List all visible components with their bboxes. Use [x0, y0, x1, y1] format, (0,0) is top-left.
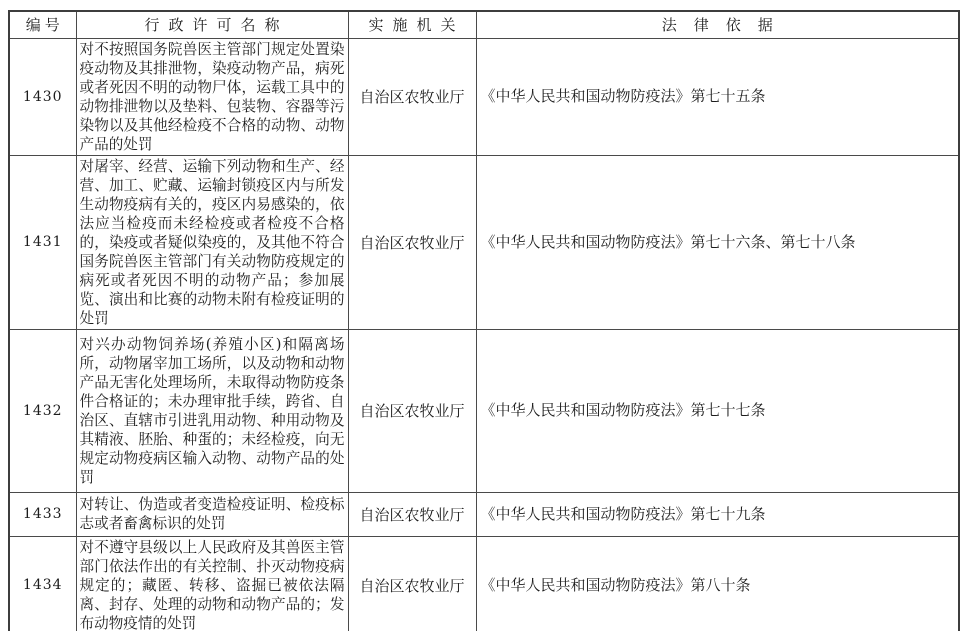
cell-agency: 自治区农牧业厅	[348, 155, 476, 329]
cell-name: 对兴办动物饲养场(养殖小区)和隔离场所，动物屠宰加工场所，以及动物和动物产品无害化处理场所，未取得动物防疫条件合格证的；未办理审批手续，跨省、自治区、直辖市引进乳用动物、种用动物及其精液、胚胎、种蛋的；未经检疫，向无规定动物疫病区输入动物、动物产品的处罚	[76, 329, 348, 492]
table-row	[9, 329, 959, 492]
cell-id: 1430	[9, 38, 76, 155]
cell-name: 对不遵守县级以上人民政府及其兽医主管部门依法作出的有关控制、扑灭动物疫病规定的；藏匿、转移、盗掘已被依法隔离、封存、处理的动物和动物产品的；发布动物疫情的处罚	[76, 536, 348, 631]
table-row	[9, 536, 959, 631]
cell-legal: 《中华人民共和国动物防疫法》第七十九条	[476, 492, 959, 536]
administrative-permits-table	[8, 10, 960, 631]
cell-name: 对转让、伪造或者变造检疫证明、检疫标志或者畜禽标识的处罚	[76, 492, 348, 536]
cell-id: 1432	[9, 329, 76, 492]
cell-name: 对屠宰、经营、运输下列动物和生产、经营、加工、贮藏、运输封锁疫区内与所发生动物疫病有关的，疫区内易感染的，依法应当检疫而未经检疫或者检疫不合格的，染疫或者疑似染疫的，及其他不符合国务院兽医主管部门有关动物防疫规定的病死或者死因不明的动物产品；参加展览、演出和比赛的动物未附有检疫证明的处罚	[76, 155, 348, 329]
cell-id: 1434	[9, 536, 76, 631]
header-cell-id: 编号	[9, 11, 76, 38]
cell-legal: 《中华人民共和国动物防疫法》第七十七条	[476, 329, 959, 492]
table-row	[9, 38, 959, 155]
cell-id: 1431	[9, 155, 76, 329]
cell-legal: 《中华人民共和国动物防疫法》第七十五条	[476, 38, 959, 155]
header-cell-name: 行政许可名称	[76, 11, 348, 38]
cell-legal: 《中华人民共和国动物防疫法》第八十条	[476, 536, 959, 631]
cell-agency: 自治区农牧业厅	[348, 38, 476, 155]
header-cell-agency: 实施机关	[348, 11, 476, 38]
cell-agency: 自治区农牧业厅	[348, 492, 476, 536]
cell-agency: 自治区农牧业厅	[348, 536, 476, 631]
table-row	[9, 155, 959, 329]
table-header-row	[9, 11, 959, 38]
table-row	[9, 492, 959, 536]
cell-legal: 《中华人民共和国动物防疫法》第七十六条、第七十八条	[476, 155, 959, 329]
cell-id: 1433	[9, 492, 76, 536]
cell-name: 对不按照国务院兽医主管部门规定处置染疫动物及其排泄物，染疫动物产品，病死或者死因不明的动物尸体，运载工具中的动物排泄物以及垫料、包装物、容器等污染物以及其他经检疫不合格的动物、动物产品的处罚	[76, 38, 348, 155]
cell-agency: 自治区农牧业厅	[348, 329, 476, 492]
header-cell-legal: 法律依据	[476, 11, 959, 38]
